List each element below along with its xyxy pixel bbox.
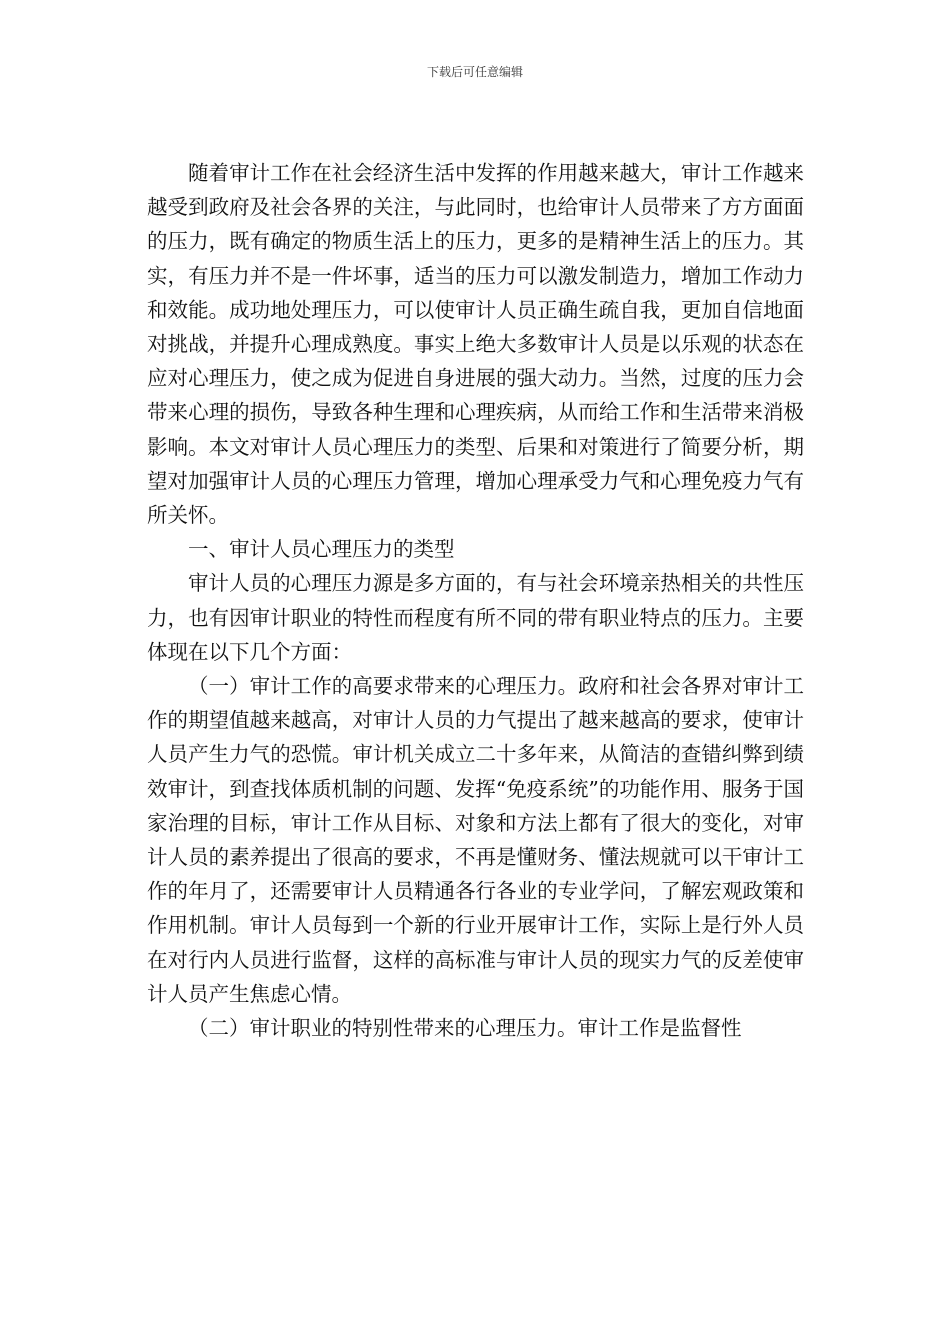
section-intro-paragraph: 审计人员的心理压力源是多方面的，有与社会环境亲热相关的共性压力，也有因审计职业的特性而程度有所不同的带有职业特点的压力。主要体现在以下几个方面： bbox=[147, 571, 804, 664]
subsection-1-paragraph: （一）审计工作的高要求带来的心理压力。政府和社会各界对审计工作的期望值越来越高，对审计人员的力气提出了越来越高的要求，使审计人员产生力气的恐慌。审计机关成立二十多年来，从简洁的查错纠弊到绩效审计，到查找体质机制的问题、发挥“免疫系统”的功能作用、服务于国家治理的目标，审计工作从目标、对象和方法上都有了很大的变化，对审计人员的素养提出了很高的要求，不再是懂财务、懂法规就可以干审计工作的年月了，还需要审计人员精通各行各业的专业学问，了解宏观政策和作用机制。审计人员每到一个新的行业开展审计工作，实际上是行外人员在对行内人员进行监督，这样的高标准与审计人员的现实力气的反差使审计人员产生焦虑心情。 bbox=[147, 674, 804, 1006]
subsection-2-paragraph: （二）审计职业的特别性带来的心理压力。审计工作是监督性 bbox=[188, 1016, 742, 1041]
intro-paragraph: 随着审计工作在社会经济生活中发挥的作用越来越大，审计工作越来越受到政府及社会各界的关注，与此同时，也给审计人员带来了方方面面的压力，既有确定的物质生活上的压力，更多的是精神生活上的压力。其实，有压力并不是一件坏事，适当的压力可以激发制造力，增加工作动力和效能。成功地处理压力，可以使审计人员正确生疏自我，更加自信地面对挑战，并提升心理成熟度。事实上绝大多数审计人员是以乐观的状态在应对心理压力，使之成为促进自身进展的强大动力。当然，过度的压力会带来心理的损伤，导致各种生理和心理疾病，从而给工作和生活带来消极影响。本文对审计人员心理压力的类型、后果和对策进行了简要分析，期望对加强审计人员的心理压力管理，增加心理承受力气和心理免疫力气有所关怀。 bbox=[147, 161, 804, 528]
page-header: 下载后可任意编辑 bbox=[426, 65, 523, 79]
section-heading: 一、审计人员心理压力的类型 bbox=[188, 537, 455, 562]
document-body bbox=[147, 156, 804, 1045]
